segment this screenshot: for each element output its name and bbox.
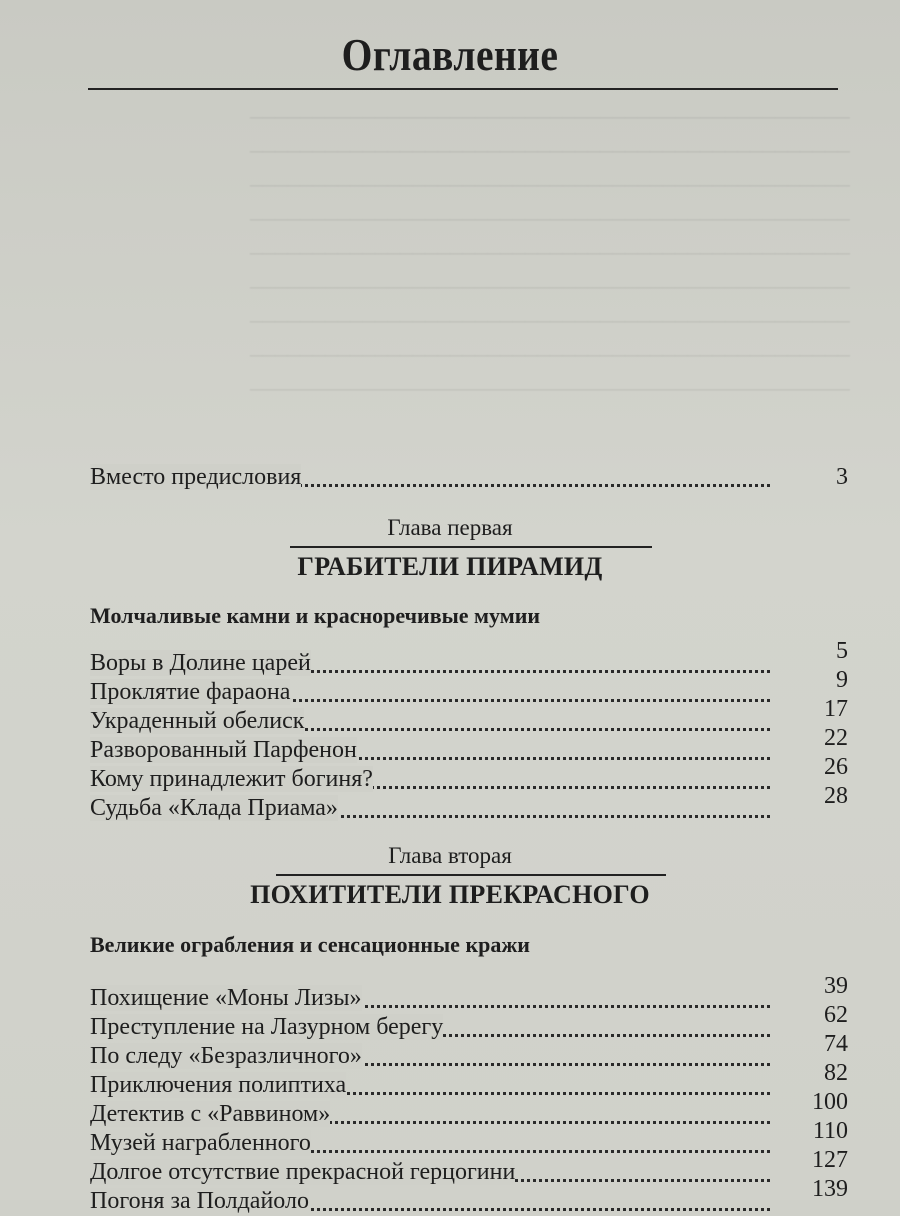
toc-entry-page: 139 [812,1176,848,1202]
bleed-through-texture: ‒‒‒‒‒‒‒‒‒‒‒‒‒‒‒‒‒‒‒‒‒‒‒‒‒‒‒‒‒‒‒‒‒‒‒‒‒‒‒‒‒‒‒‒‒‒‒‒ ‒‒‒‒‒‒‒‒‒‒‒‒‒‒‒‒‒‒‒‒‒‒‒‒‒‒‒‒‒‒‒‒‒‒‒‒‒‒‒‒‒‒‒‒‒‒‒‒ ‒‒‒‒‒‒‒‒‒‒‒‒‒‒‒‒‒‒‒‒‒‒‒‒‒‒‒‒‒‒‒‒‒‒‒‒‒‒‒‒‒‒‒‒‒‒‒‒ ‒‒‒‒‒‒‒‒‒‒‒‒‒‒‒‒‒‒‒‒‒‒‒‒‒‒‒‒‒‒‒‒‒‒‒‒‒‒‒‒‒‒‒‒‒‒‒‒ ‒‒‒‒‒‒‒‒‒‒‒‒‒‒‒‒‒‒‒‒‒‒‒‒‒‒‒‒‒‒‒‒‒‒‒‒‒‒‒‒‒‒‒‒‒‒‒‒ ‒‒‒‒‒‒‒‒‒‒‒‒‒‒‒‒‒‒‒‒‒‒‒‒‒‒‒‒‒‒‒‒‒‒‒‒‒‒‒‒‒‒‒‒‒‒‒‒ ‒‒‒‒‒‒‒‒‒‒‒‒‒‒‒‒‒‒‒‒‒‒‒‒‒‒‒‒‒‒‒‒‒‒‒‒‒‒‒‒‒‒‒‒‒‒‒‒ ‒‒‒‒‒‒‒‒‒‒‒‒‒‒‒‒‒‒‒‒‒‒‒‒‒‒‒‒‒‒‒‒‒‒‒‒‒‒‒‒‒‒‒‒‒‒‒‒ ‒‒‒‒‒‒‒‒‒‒‒‒‒‒‒‒‒‒‒‒‒‒‒‒‒‒‒‒‒‒‒‒‒‒‒‒‒‒‒‒‒‒‒‒‒‒‒‒ [250,103,850,402]
toc-entry [90,1176,850,1216]
toc-entry-page: 39 [824,973,848,999]
chapter-2-section-title: Великие ограбления и сенсационные кражи [90,932,530,957]
toc-entry-label [90,1128,317,1158]
toc-entry [90,783,850,823]
toc-entry-label-text: Разворованный Парфенон [90,737,357,763]
toc-entry [90,1147,850,1187]
toc-entry-label [90,648,317,678]
toc-entry-label-text: Судьба «Клада Приама» [90,795,338,821]
toc-entry-label [90,983,368,1013]
chapter-1-heading: Глава первая [387,515,513,540]
toc-entry [90,725,850,765]
toc-entry-page: 9 [836,667,848,693]
toc-entry-label-text: Музей награбленного [90,1130,311,1156]
toc-entry-page: 5 [836,638,848,664]
toc-entry [90,1031,850,1071]
toc-entry-label-text: По следу «Безразличного» [90,1043,362,1069]
toc-entry-label [90,793,344,823]
chapter-1-section-title: Молчаливые камни и красноречивые мумии [90,603,541,628]
toc-entry-page: 100 [812,1089,848,1115]
toc-entry [90,1002,850,1042]
toc-entry [90,638,850,678]
chapter-1-rule [290,546,652,548]
toc-entry [90,754,850,794]
toc-entry-label [90,1157,521,1187]
toc-entry-label [90,706,310,736]
toc-entry [90,1089,850,1129]
toc-entry-page: 82 [824,1060,848,1086]
toc-entry-label [90,462,307,492]
toc-entry-label-text: Проклятие фараона [90,679,291,705]
toc-entry-label-text: Вместо предисловия [90,464,302,490]
toc-entry-label [90,1070,352,1100]
toc-entry-page: 3 [836,464,848,490]
toc-entry-label-text: Детектив с «Раввином» [90,1101,331,1127]
chapter-1-title: ГРАБИТЕЛИ ПИРАМИД [297,552,603,581]
toc-entry-page: 127 [812,1147,848,1173]
toc-entry-label [90,1186,315,1216]
toc-entry-label-text: Украденный обелиск [90,708,305,734]
toc-entry-intro [90,462,850,492]
toc-entry [90,667,850,707]
toc-entry-page: 74 [824,1031,848,1057]
toc-entry-page: 62 [824,1002,848,1028]
toc-entry-label [90,1012,449,1042]
toc-entry-label-text: Кому принадлежит богиня? [90,766,373,792]
toc-entry-page: 26 [824,754,848,780]
toc-entry-label-text: Приключения полиптиха [90,1072,347,1098]
toc-entry [90,1060,850,1100]
toc-entry-label [90,1041,368,1071]
toc-entry-page: 28 [824,783,848,809]
toc-entry [90,1118,850,1158]
toc-entry [90,696,850,736]
toc-entry-page: 110 [812,1118,848,1144]
toc-entry-label [90,735,363,765]
chapter-2-title: ПОХИТИТЕЛИ ПРЕКРАСНОГО [250,880,650,909]
toc-entry-label [90,764,379,794]
toc-entry [90,973,850,1013]
page-title: Оглавление [341,29,559,80]
toc-entry-label-text: Погоня за Полдайоло [90,1188,309,1214]
toc-entry-label-text: Преступление на Лазурном берегу [90,1014,444,1040]
toc-entry-label [90,677,296,707]
toc-entry-page: 22 [824,725,848,751]
toc-entry-label-text: Долгое отсутствие прекрасной герцогини [90,1159,516,1185]
chapter-2-rule [276,874,666,876]
title-underline [88,88,838,90]
chapter-2-heading: Глава вторая [388,843,512,868]
toc-entry-label-text: Воры в Долине царей [90,650,311,676]
toc-entry-label-text: Похищение «Моны Лизы» [90,985,362,1011]
toc-entry-page: 17 [824,696,848,722]
toc-entry-label [90,1099,336,1129]
